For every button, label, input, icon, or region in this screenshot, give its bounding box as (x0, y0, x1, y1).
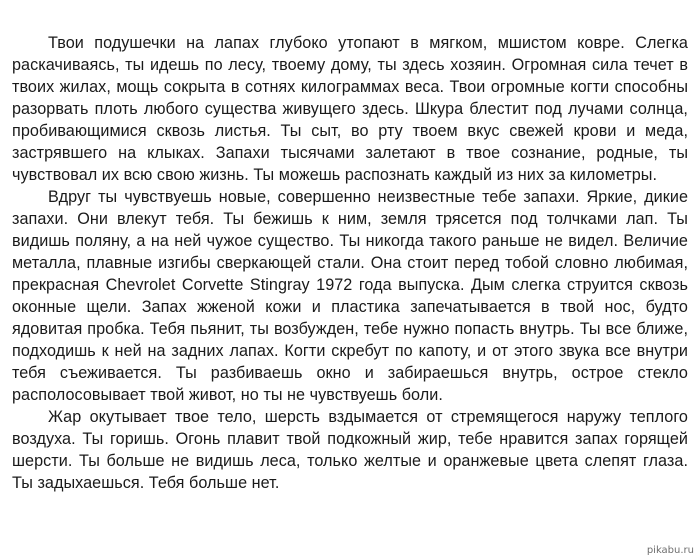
paragraph-2: Вдруг ты чувствуешь новые, совершенно неизвестные тебе запахи. Яркие, дикие запахи. Они влекут тебя. Ты бежишь к ним, земля трясется под толчками лап. Ты видишь поляну, а на ней чужое существо. Ты никогда такого раньше не видел. Величие металла, плавные изгибы сверкающей стали. Она стоит перед тобой словно любимая, прекрасная Chevrolet Corvette Stingray 1972 года выпуска. Дым слегка струится сквозь оконные щели. Запах жженой кожи и пластика запечатывается в твой нос, будто ядовитая пробка. Тебя пьянит, ты возбужден, тебе нужно попасть внутрь. Ты все ближе, подходишь к ней на задних лапах. Когти скребут по капоту, и от этого звука все внутри тебя съеживается. Ты разбиваешь окно и забираешься внутрь, острое стекло располосовывает твой живот, но ты не чувствуешь боли. (12, 188, 688, 404)
paragraph-1: Твои подушечки на лапах глубоко утопают в мягком, мшистом ковре. Слегка раскачиваясь, ты идешь по лесу, твоему дому, ты здесь хозяин. Огромная сила течет в твоих жилах, мощь сокрыта в сотнях килограммах веса. Твои огромные когти способны разорвать плоть любого существа живущего здесь. Шкура блестит под лучами солнца, пробивающимися сквозь листья. Ты сыт, во рту твоем вкус свежей крови и меда, застрявшего на клыках. Запахи тысячами залетают в твое сознание, родные, ты чувствовал их всю свою жизнь. Ты можешь распознать каждый из них за километры. (12, 34, 688, 184)
story-text (12, 32, 688, 494)
paragraph-3: Жар окутывает твое тело, шерсть вздымается от стремящегося наружу теплого воздуха. Ты горишь. Огонь плавит твой подкожный жир, тебе нравится запах горящей шерсти. Ты больше не видишь леса, только желтые и оранжевые цвета слепят глаза. Ты задыхаешься. Тебя больше нет. (12, 408, 688, 492)
site-watermark: pikabu.ru (646, 545, 694, 556)
